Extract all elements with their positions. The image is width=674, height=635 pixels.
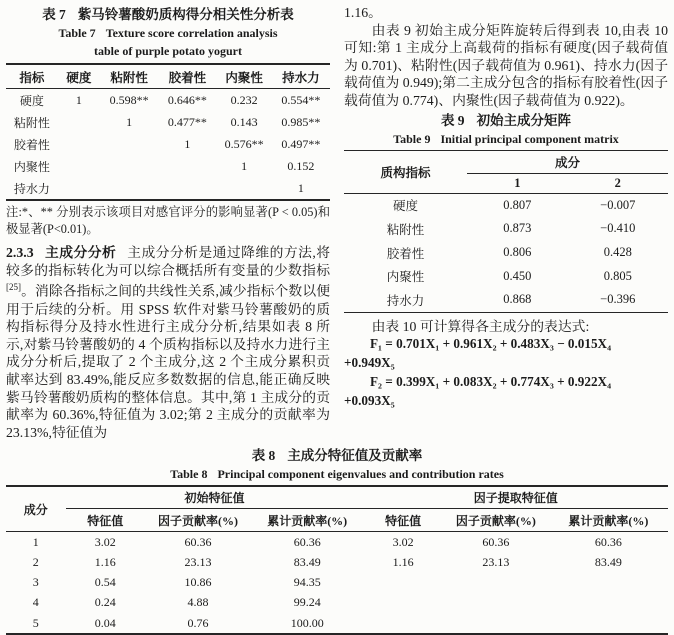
correlation-table bbox=[6, 63, 330, 201]
carryover-text: 1.16。 bbox=[344, 5, 382, 20]
table-row bbox=[344, 288, 668, 312]
table-row bbox=[6, 133, 330, 155]
cell: 4.88 bbox=[187, 595, 209, 610]
eigenvalues-table bbox=[6, 485, 668, 635]
row-label: 硬度 bbox=[393, 199, 419, 214]
cell bbox=[100, 133, 158, 155]
cell bbox=[549, 573, 668, 593]
column-header: 硬度 bbox=[58, 64, 100, 89]
cell: 0.54 bbox=[94, 575, 116, 590]
cell: 1.16 bbox=[392, 555, 414, 570]
cell: 0.232 bbox=[230, 92, 258, 107]
cell: 0.576** bbox=[224, 136, 264, 151]
cell: 83.49 bbox=[293, 555, 321, 570]
cell: 0.428 bbox=[603, 245, 632, 260]
cell: −0.410 bbox=[600, 221, 636, 236]
cell: 1 bbox=[297, 180, 304, 195]
left-column bbox=[6, 4, 330, 441]
cell: 0.04 bbox=[94, 615, 116, 630]
cell: 0.143 bbox=[230, 114, 258, 129]
table-row bbox=[6, 89, 330, 112]
cell: 23.13 bbox=[482, 555, 510, 570]
table9-title-en-text: Initial principal component matrix bbox=[440, 131, 619, 146]
cell bbox=[58, 133, 100, 155]
table7-title-en bbox=[6, 24, 330, 42]
row-label: 1 bbox=[32, 534, 39, 549]
table8-title-en-text: Principal component eigenvalues and contribution rates bbox=[217, 467, 504, 482]
table7-title-en-line2: table of purple potato yogurt bbox=[94, 44, 242, 58]
table-row bbox=[344, 241, 668, 265]
cell: 94.35 bbox=[293, 575, 321, 590]
formula-f1-line2: +0.949X₅ bbox=[344, 354, 395, 370]
group-header: 成分 bbox=[467, 150, 668, 173]
table8-label-cn: 表 8 bbox=[251, 448, 276, 464]
cell: 60.36 bbox=[482, 534, 510, 549]
cell: 0.807 bbox=[503, 197, 532, 212]
cell: 60.36 bbox=[184, 534, 212, 549]
table-row bbox=[6, 532, 668, 553]
table8-title-en bbox=[6, 465, 668, 483]
row-label: 硬度 bbox=[19, 93, 44, 108]
table-header-row bbox=[6, 486, 668, 509]
column-header: 粘附性 bbox=[100, 64, 158, 89]
group-header-extracted: 因子提取特征值 bbox=[363, 486, 668, 509]
right-column bbox=[344, 4, 668, 441]
row-label: 粘附性 bbox=[13, 115, 50, 130]
cell bbox=[443, 593, 549, 613]
cell bbox=[158, 155, 216, 177]
cell: 83.49 bbox=[594, 555, 622, 570]
table-row bbox=[6, 553, 668, 573]
table9-label-cn: 表 9 bbox=[440, 112, 465, 128]
cell: 1.16 bbox=[94, 555, 116, 570]
formula-f2-line2: +0.093X₅ bbox=[344, 392, 395, 408]
table-row bbox=[6, 593, 668, 613]
formula-f1-line1: F₁ = 0.701X₁ + 0.961X₂ + 0.483X₃ − 0.015X₄ bbox=[370, 336, 612, 352]
cell: 0.598** bbox=[109, 92, 149, 107]
cell bbox=[100, 155, 158, 177]
reference-superscript: [25] bbox=[6, 282, 21, 293]
cell bbox=[549, 593, 668, 613]
table-row bbox=[6, 573, 668, 593]
column-header: 内聚性 bbox=[217, 64, 272, 89]
cell: 0.805 bbox=[603, 268, 632, 283]
table-row bbox=[344, 193, 668, 217]
row-label: 持水力 bbox=[13, 181, 50, 196]
cell bbox=[363, 573, 442, 593]
cell: 0.868 bbox=[503, 292, 532, 307]
section-heading: 主成分分析 bbox=[44, 245, 117, 261]
table-subheader-row bbox=[6, 509, 668, 532]
stub-header: 成分 bbox=[6, 486, 66, 532]
table9-title-en bbox=[344, 130, 668, 148]
cell: 0.646** bbox=[167, 92, 207, 107]
row-label: 内聚性 bbox=[386, 270, 425, 285]
cell: 1 bbox=[75, 92, 82, 107]
table8-title-cn-text: 主成分特征值及贡献率 bbox=[287, 448, 423, 464]
cell: 0.450 bbox=[503, 268, 532, 283]
section-body-part2: 。消除各指标之间的共线性关系,减少指标个数以便用于后续的分析。用 SPSS 软件对紫马铃薯酸奶的质构指标得分及持水性进行主成分分析,结果如表 8 所示,对紫马铃薯酸奶的 4 个质构指标以及持水力进行主成分分析后,提取了 2 个主成分,这 2 个主成分累积贡献率达到 83.49%,能反应多数数据的信息,能正确反映紫马铃薯酸奶质构的整体信息。其中,第 1 主成分的贡献率为 60.36%,特征值为 3.02;第 2 主成分的贡献率为 23.13%,特征值为 bbox=[6, 283, 330, 440]
row-label: 胶着性 bbox=[13, 137, 50, 152]
row-label: 内聚性 bbox=[13, 159, 50, 174]
cell: −0.396 bbox=[600, 292, 636, 307]
section-body-part1: 主成分分析是通过降维的方法,将较多的指标转化为可以综合概括所有变量的少数指标 bbox=[6, 245, 331, 278]
cell: 0.152 bbox=[287, 158, 315, 173]
table-row bbox=[6, 177, 330, 200]
table8-label-en: Table 8 bbox=[170, 467, 208, 482]
group-header-initial: 初始特征值 bbox=[66, 486, 364, 509]
cell: 100.00 bbox=[290, 615, 324, 630]
cell: 60.36 bbox=[594, 534, 622, 549]
table9-title-cn bbox=[344, 111, 668, 130]
formula-f2-line1: F₂ = 0.399X₁ + 0.083X₂ + 0.774X₃ + 0.922X₄ bbox=[370, 373, 612, 389]
column-header: 1 bbox=[467, 173, 567, 193]
column-header: 累计贡献率(%) bbox=[251, 509, 364, 532]
cell: 99.24 bbox=[293, 595, 321, 610]
row-label: 4 bbox=[32, 595, 39, 610]
row-label: 5 bbox=[32, 615, 39, 630]
cell bbox=[58, 177, 100, 200]
table-header-row bbox=[6, 64, 330, 89]
cell bbox=[58, 111, 100, 133]
column-header: 特征值 bbox=[363, 509, 442, 532]
cell bbox=[363, 613, 442, 634]
table7-title-en-text: Texture score correlation analysis bbox=[105, 26, 278, 40]
table7-label-cn: 表 7 bbox=[42, 7, 66, 22]
cell: 0.24 bbox=[94, 595, 116, 610]
section-paragraph bbox=[6, 244, 330, 441]
cell: 23.13 bbox=[184, 555, 212, 570]
table-row bbox=[344, 264, 668, 288]
cell: 0.873 bbox=[503, 221, 532, 236]
cell: −0.007 bbox=[600, 197, 636, 212]
row-label: 持水力 bbox=[386, 293, 425, 308]
table7-note: 注:*、** 分别表示该项目对感官评分的影响显著(P < 0.05)和极显著(P<0.01)。 bbox=[6, 205, 330, 236]
row-label: 3 bbox=[32, 575, 39, 590]
table7-label-en: Table 7 bbox=[58, 26, 96, 40]
table9-title-cn-text: 初始主成分矩阵 bbox=[476, 112, 572, 128]
cell bbox=[217, 177, 272, 200]
cell: 0.497** bbox=[281, 136, 321, 151]
column-header: 因子贡献率(%) bbox=[443, 509, 549, 532]
cell bbox=[158, 177, 216, 200]
section-number: 2.3.3 bbox=[6, 245, 34, 261]
paragraph-rotation: 由表 9 初始主成分矩阵旋转后得到表 10,由表 10 可知:第 1 主成分上高载荷的指标有硬度(因子载荷值为 0.701)、粘附性(因子载荷值为 0.961)、持水力(因子载荷值为 0.949);第二主成分包含的指标有胶着性(因子载荷值为 0.774)、内聚性(因子载荷值为 0.922)。 bbox=[344, 22, 668, 108]
table-row bbox=[6, 613, 668, 634]
column-header: 特征值 bbox=[66, 509, 145, 532]
cell: 3.02 bbox=[94, 534, 116, 549]
cell: 1 bbox=[184, 136, 191, 151]
cell: 1 bbox=[126, 114, 133, 129]
cell: 10.86 bbox=[184, 575, 212, 590]
cell: 60.36 bbox=[293, 534, 321, 549]
cell: 3.02 bbox=[392, 534, 414, 549]
column-header: 2 bbox=[568, 173, 668, 193]
stub-header: 质构指标 bbox=[344, 150, 467, 193]
column-header: 指标 bbox=[6, 64, 58, 89]
paragraph-expressions: 由表 10 可计算得各主成分的表达式: bbox=[371, 318, 590, 334]
cell bbox=[100, 177, 158, 200]
table-row bbox=[6, 155, 330, 177]
column-header: 胶着性 bbox=[158, 64, 216, 89]
column-header: 因子贡献率(%) bbox=[145, 509, 251, 532]
cell bbox=[443, 613, 549, 634]
two-column-layout bbox=[6, 4, 668, 441]
row-label: 2 bbox=[32, 555, 39, 570]
cell: 0.985** bbox=[281, 114, 321, 129]
cell bbox=[363, 593, 442, 613]
cell: 1 bbox=[241, 158, 248, 173]
row-label: 胶着性 bbox=[386, 246, 425, 261]
cell bbox=[549, 613, 668, 634]
cell bbox=[58, 155, 100, 177]
column-header: 累计贡献率(%) bbox=[549, 509, 668, 532]
cell: 0.806 bbox=[503, 245, 532, 260]
column-header: 持水力 bbox=[272, 64, 330, 89]
cell: 0.76 bbox=[187, 615, 209, 630]
row-label: 粘附性 bbox=[386, 222, 425, 237]
cell bbox=[443, 573, 549, 593]
table9-label-en: Table 9 bbox=[393, 131, 431, 146]
table-row bbox=[344, 217, 668, 241]
table-header-row bbox=[344, 150, 668, 173]
table-row bbox=[6, 111, 330, 133]
bottom-section bbox=[6, 446, 668, 635]
table8-title-cn bbox=[6, 446, 668, 465]
cell: 0.554** bbox=[281, 92, 321, 107]
table7-title-cn bbox=[6, 5, 330, 24]
initial-pc-matrix-table bbox=[344, 150, 668, 313]
cell: 0.477** bbox=[167, 114, 207, 129]
table7-title-cn-text: 紫马铃薯酸奶质构得分相关性分析表 bbox=[77, 7, 294, 22]
